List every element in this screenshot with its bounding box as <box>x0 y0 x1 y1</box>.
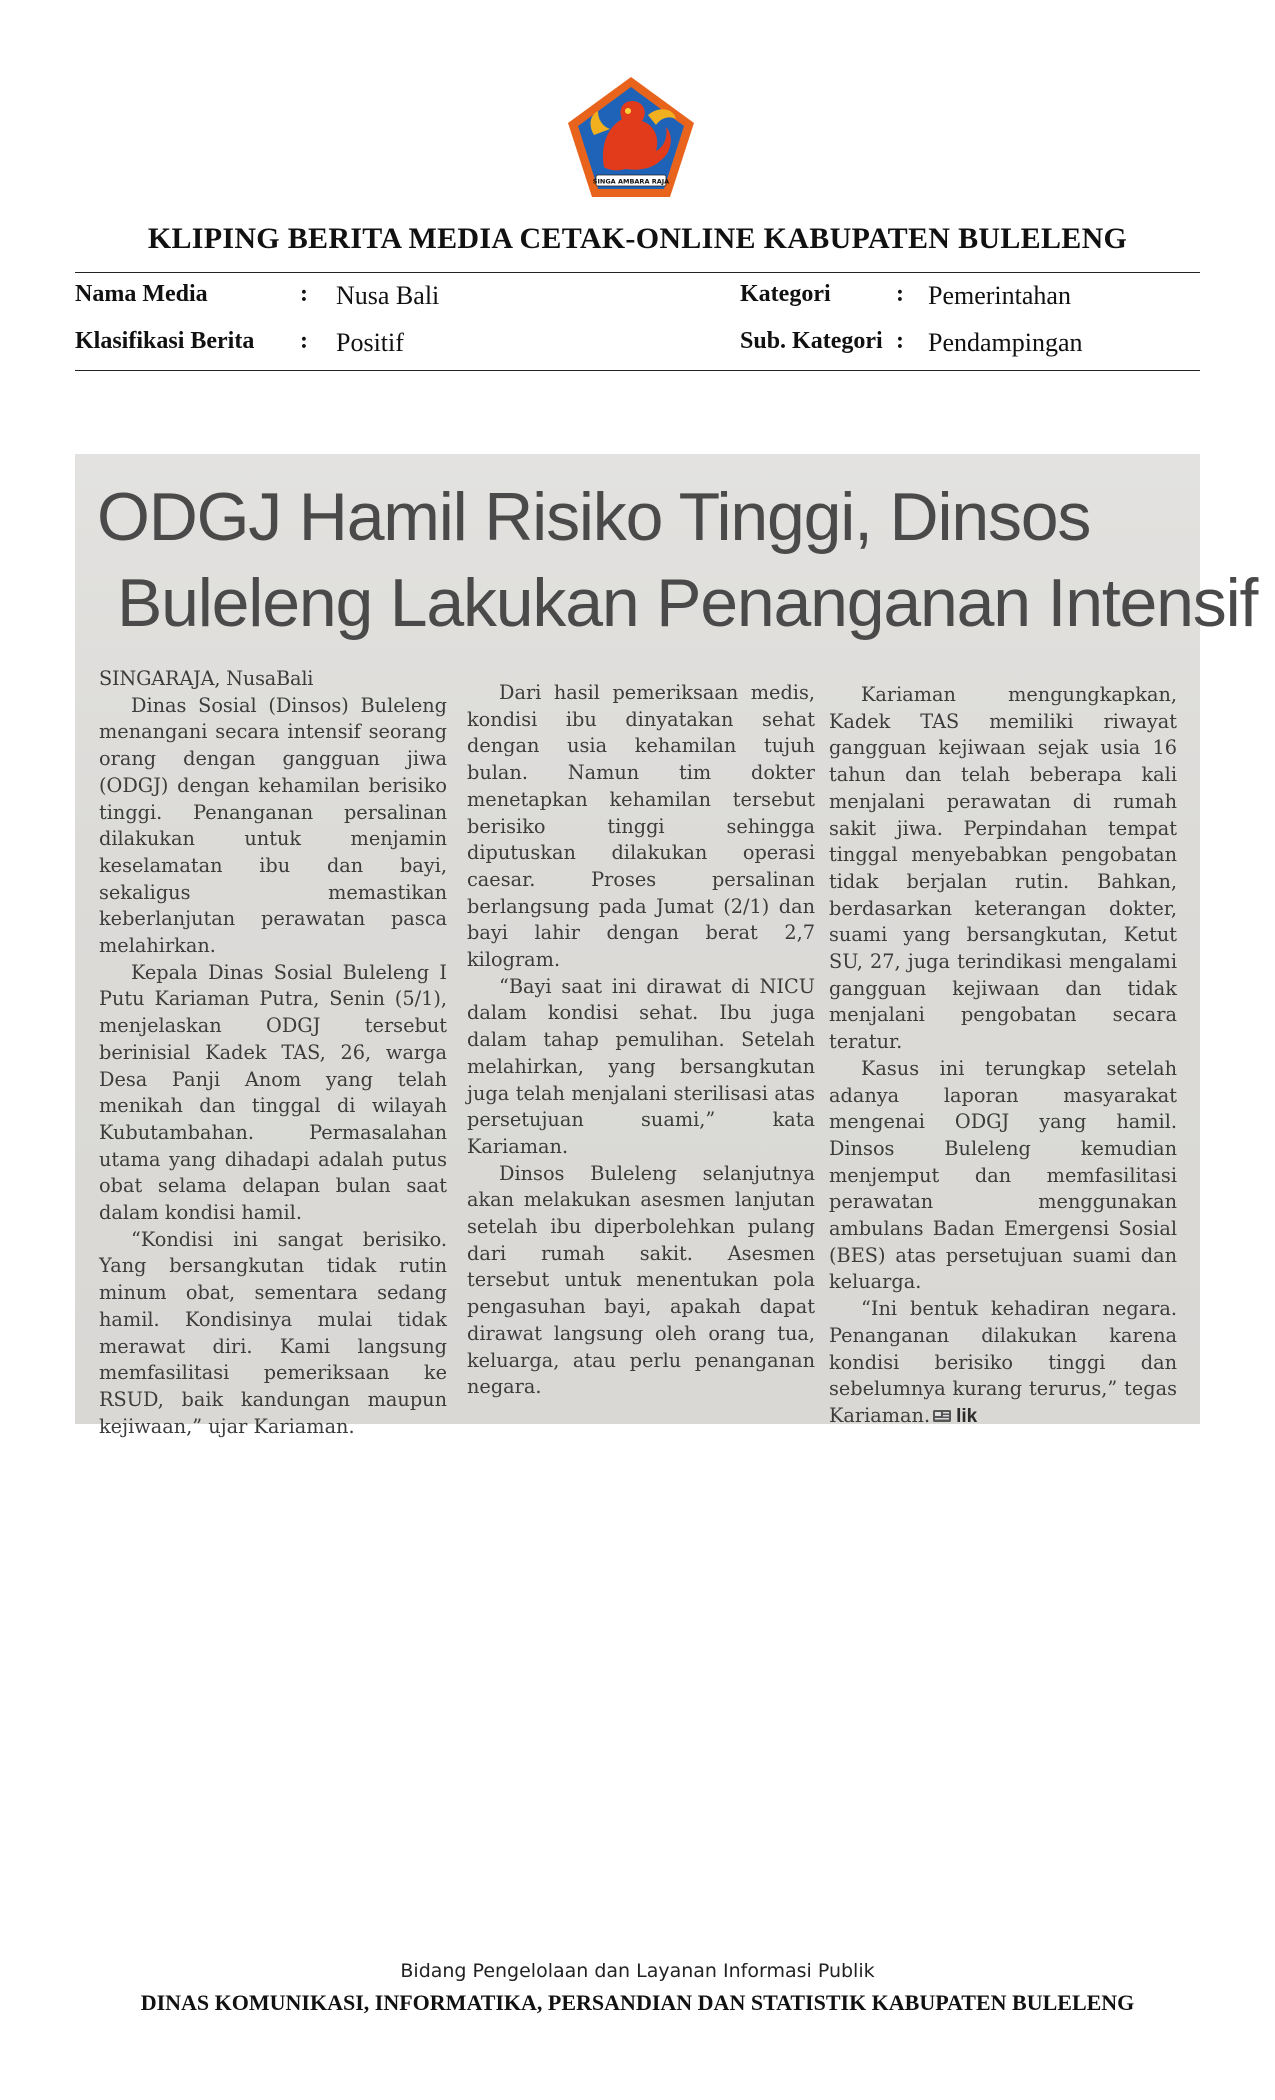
article-paragraph: “Kondisi ini sangat berisiko. Yang bersangkutan tidak rutin minum obat, sementara sedang hamil. Kondisinya mulai tidak merawat diri. Kami langsung memfasilitasi pemeriksaan ke RSUD, baik kandungan maupun kejiwaan,” ujar Kariaman. <box>99 1227 447 1438</box>
article-column-1 <box>99 666 447 1440</box>
media-value: Nusa Bali <box>336 281 440 310</box>
classification-label: Klasifikasi Berita <box>75 328 255 354</box>
subcategory-label: Sub. Kategori <box>740 328 883 354</box>
subcategory-value: Pendampingan <box>928 328 1083 357</box>
newspaper-clipping <box>75 454 1258 1438</box>
footer-agency: DINAS KOMUNIKASI, INFORMATIKA, PERSANDIAN DAN STATISTIK KABUPATEN BULELENG <box>140 1990 1135 2015</box>
article-column-2 <box>467 680 815 1401</box>
article-byline: lik <box>956 1405 978 1427</box>
top-divider <box>75 272 1200 273</box>
classification-value: Positif <box>336 328 404 357</box>
article-paragraph-text: “Ini bentuk kehadiran negara. Penanganan dilakukan karena kondisi berisiko tinggi dan sebelumnya kurang terurus,” tegas Kariaman. <box>829 1297 1177 1427</box>
article-paragraph: Kasus ini terungkap setelah adanya laporan masyarakat mengenai ODGJ yang hamil. Dinsos Buleleng kemudian menjemput dan memfasilitasi perawatan menggunakan ambulans Badan Emergensi Sosial (BES) atas persetujuan suami dan keluarga. <box>829 1056 1177 1294</box>
article-paragraph: Kepala Dinas Sosial Buleleng I Putu Kariaman Putra, Senin (5/1), menjelaskan ODGJ tersebut berinisial Kadek TAS, 26, warga Desa Panji Anom yang telah menikah dan tinggal di wilayah Kubutambahan. Permasalahan utama yang dihadapi adalah putus obat selama delapan bulan saat dalam kondisi hamil. <box>99 960 447 1225</box>
media-colon: : <box>300 281 308 307</box>
article-paragraph: Kariaman mengungkapkan, Kadek TAS memiliki riwayat gangguan kejiwaan sejak usia 16 tahun dan telah beberapa kali menjalani perawatan di rumah sakit jiwa. Perpindahan tempat tinggal menyebabkan pengobatan tidak berjalan rutin. Bahkan, berdasarkan keterangan dokter, suami yang bersangkutan, Ketut SU, 27, juga terindikasi mengalami gangguan kejiwaan dan tidak menjalani pengobatan secara teratur. <box>829 683 1177 1054</box>
category-value: Pemerintahan <box>928 281 1071 310</box>
article-paragraph: Dinsos Buleleng selanjutnya akan melakukan asesmen lanjutan setelah ibu diperbolehkan pulang dari rumah sakit. Asesmen tersebut untuk menentukan pola pengasuhan bayi, apakah dapat dirawat langsung oleh orang tua, keluarga, atau perlu penanganan negara. <box>467 1161 815 1399</box>
article-column-3 <box>829 682 1177 1431</box>
headline-line-1: ODGJ Hamil Risiko Tinggi, Dinsos <box>97 479 1091 555</box>
media-label: Nama Media <box>75 281 208 307</box>
article-paragraph-last <box>829 1296 1177 1431</box>
headline-line-2: Buleleng Lakukan Penanganan Intensif <box>117 565 1258 641</box>
category-label: Kategori <box>740 281 831 307</box>
document-title: KLIPING BERITA MEDIA CETAK-ONLINE KABUPATEN BULELENG <box>147 222 1128 255</box>
article-dateline: SINGARAJA, NusaBali <box>99 667 314 690</box>
article-paragraph: Dinas Sosial (Dinsos) Buleleng menangani secara intensif seorang orang dengan gangguan jiwa (ODGJ) dengan kehamilan berisiko tinggi. Penanganan persalinan dilakukan untuk menjamin keselamatan ibu dan bayi, sekaligus memastikan keberlanjutan perawatan pasca melahirkan. <box>99 693 447 958</box>
newspaper-icon <box>932 1409 952 1423</box>
article-paragraph: “Bayi saat ini dirawat di NICU dalam kondisi sehat. Ibu juga dalam tahap pemulihan. Setelah melahirkan, yang bersangkutan juga telah menjalani sterilisasi atas persetujuan suami,” kata Kariaman. <box>467 974 815 1158</box>
classification-colon: : <box>300 328 308 354</box>
article-headline <box>97 474 1258 646</box>
buleleng-regency-emblem-icon <box>564 75 698 201</box>
subcategory-colon: : <box>896 328 904 354</box>
article-paragraph: Dari hasil pemeriksaan medis, kondisi ibu dinyatakan sehat dengan usia kehamilan tujuh bulan. Namun tim dokter menetapkan kehamilan tersebut berisiko tinggi sehingga diputuskan dilakukan operasi caesar. Proses persalinan berlangsung pada Jumat (2/1) dan bayi lahir dengan berat 2,7 kilogram. <box>467 681 815 972</box>
category-colon: : <box>896 281 904 307</box>
bottom-divider <box>75 370 1200 371</box>
footer-department: Bidang Pengelolaan dan Layanan Informasi Publik <box>400 1960 875 1982</box>
emblem-motto: SINGA AMBARA RAJA <box>592 177 670 186</box>
